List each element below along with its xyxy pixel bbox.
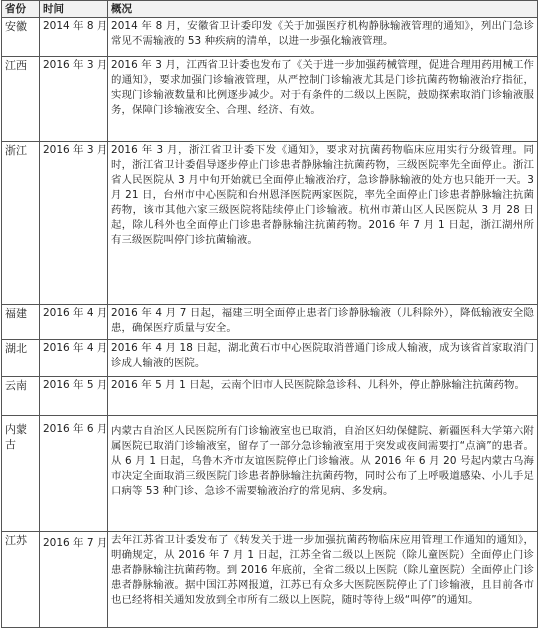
table-row bbox=[2, 340, 538, 377]
row-time: 2016 年 7 月 bbox=[40, 532, 108, 628]
table-row bbox=[2, 305, 538, 340]
header-time: 时间 bbox=[40, 1, 108, 18]
row-province: 安徽 bbox=[2, 18, 40, 57]
row-province: 江苏 bbox=[2, 532, 40, 628]
table-row bbox=[2, 377, 538, 416]
row-overview: 2016 年 4 月 7 日起，福建三明全面停止患者门诊静脉输液（儿科除外），降低输液安全隐患，确保医疗质量与安全。 bbox=[108, 305, 538, 340]
table-header-row bbox=[2, 1, 538, 18]
header-province: 省份 bbox=[2, 1, 40, 18]
row-province: 江西 bbox=[2, 57, 40, 142]
row-overview: 2016 年 4 月 18 日起，湖北黄石市中心医院取消普通门诊成人输液，成为该省首家取消门诊成人输液的医院。 bbox=[108, 340, 538, 377]
row-overview: 2016 年 3 月，江西省卫计委也发布了《关于进一步加强药械管理，促进合理用药用械工作的通知》，要求加强门诊输液管理，从严控制门诊输液尤其是门诊抗菌药物输液治疗指征，实现门诊输液数量和比例逐步减少。对于有条件的二级以上医院，鼓励探索取消门诊输液服务，保障门诊输液安全、合理、经济、有效。 bbox=[108, 57, 538, 142]
row-province: 云南 bbox=[2, 377, 40, 416]
row-overview: 2014 年 8 月，安徽省卫计委印发《关于加强医疗机构静脉输液管理的通知》，列出门急诊常见不需输液的 53 种疾病的清单，以进一步强化输液管理。 bbox=[108, 18, 538, 57]
row-overview: 2016 年 3 月，浙江省卫计委下发《通知》，要求对抗菌药物临床应用实行分级管理。同时，浙江省卫计委倡导逐步停止门诊患者静脉输注抗菌药物，三级医院率先全面停止。浙江省人民医院从 3 月中旬开始就已全面停止输液治疗，急诊静脉输液的处方也只能开一天。3 月 21 日，台州市中心医院和台州恩泽医院两家医院，率先全面停止门诊患者静脉输注抗菌药物，该市其他六家三级医院将陆续停止门诊输液。杭州市萧山区人民医院从 3 月 28 日起，除儿科外也全面停止门诊患者静脉输注抗菌药物。2016 年 7 月 1 日起，浙江湖州所有三级医院叫停门诊抗菌输液。 bbox=[108, 142, 538, 305]
row-province: 湖北 bbox=[2, 340, 40, 377]
row-overview: 内蒙古自治区人民医院所有门诊输液室也已取消，自治区妇幼保健院、新疆医科大学第六附属医院已取消门诊输液室，留存了一部分急诊输液室用于突发或夜间需要打“点滴”的患者。从 6 月 1 日起，乌鲁木齐市友谊医院停止门诊输液。从 2016 年 6 月 20 号起内蒙古乌海市决定全面取消三级医院门诊患者静脉输注抗菌药物，同时公布了上呼吸道感染、小儿手足口病等 53 种门诊、急诊不需要输液治疗的常见病、多发病。 bbox=[108, 416, 538, 532]
row-time: 2016 年 5 月 bbox=[40, 377, 108, 416]
row-time: 2016 年 3 月 bbox=[40, 57, 108, 142]
table-row bbox=[2, 57, 538, 142]
table-row bbox=[2, 142, 538, 305]
header-overview: 概况 bbox=[108, 1, 538, 18]
row-time: 2016 年 3 月 bbox=[40, 142, 108, 305]
row-time: 2014 年 8 月 bbox=[40, 18, 108, 57]
table-row bbox=[2, 416, 538, 532]
row-province: 福建 bbox=[2, 305, 40, 340]
row-province: 浙江 bbox=[2, 142, 40, 305]
row-time: 2016 年 4 月 bbox=[40, 305, 108, 340]
row-overview: 去年江苏省卫计委发布了《转发关于进一步加强抗菌药物临床应用管理工作通知的通知》，明确规定，从 2016 年 7 月 1 日起，江苏全省二级以上医院（除儿童医院）全面停止门诊患者静脉输注抗菌药物。到 2016 年底前，全省二级以上医院（除儿童医院）全面停止门诊患者静脉输液。据中国江苏网报道，江苏已有众多大医院医院停止了门诊输液，且目前各市也已经将相关通知发放到全市所有二级以上医院，随时等待上级“叫停”的通知。 bbox=[108, 532, 538, 628]
table-row bbox=[2, 18, 538, 57]
infusion-policy-table bbox=[1, 0, 538, 628]
table-row bbox=[2, 532, 538, 628]
row-overview: 2016 年 5 月 1 日起，云南个旧市人民医院除急诊科、儿科外，停止静脉输注抗菌药物。 bbox=[108, 377, 538, 416]
row-province: 内蒙古 bbox=[2, 416, 40, 532]
row-time: 2016 年 4 月 bbox=[40, 340, 108, 377]
row-time: 2016 年 6 月 bbox=[40, 416, 108, 532]
